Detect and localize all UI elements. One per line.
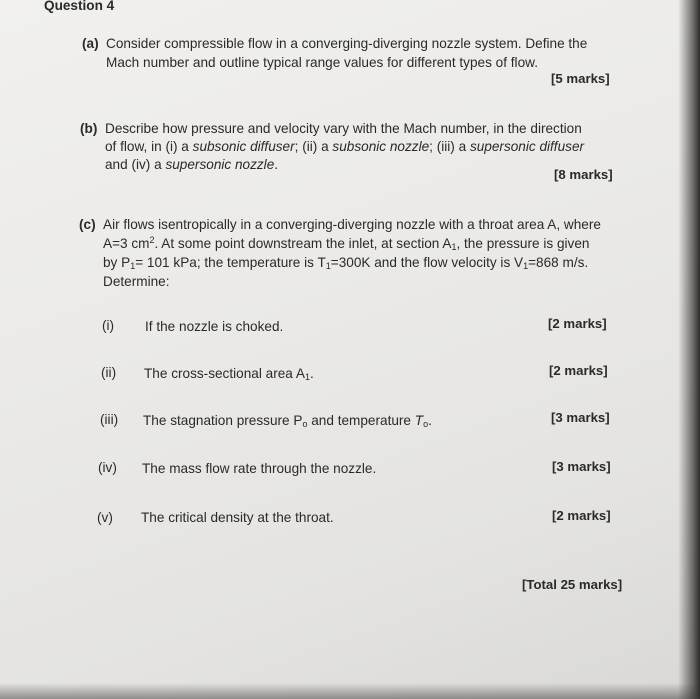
item-i-number: (i): [102, 318, 115, 333]
item-iv-number: (iv): [98, 460, 117, 475]
item-iii-number: (iii): [100, 412, 119, 427]
part-c-line-2: A=3 $cm^2$. At some point downstream the inlet, at section $A_1$, the pressure is given: [103, 235, 590, 252]
part-b-marks: [8 marks]: [554, 167, 613, 182]
paper-edge-shadow: [678, 0, 700, 699]
item-iv-text: The mass flow rate through the nozzle.: [142, 461, 377, 476]
paper-bottom-shadow: [0, 683, 700, 699]
item-v-text: The critical density at the throat.: [141, 510, 334, 525]
part-a-label: (a): [82, 36, 99, 51]
item-iv-marks: [3 marks]: [552, 459, 611, 474]
item-i-marks: [2 marks]: [548, 316, 607, 331]
part-a-line-1: Consider compressible flow in a converging-diverging nozzle system. Define the: [106, 36, 588, 51]
item-ii-text: The cross-sectional area $A_1$.: [144, 366, 314, 382]
part-b-line-2: of flow, in (i) a subsonic diffuser; (ii) a subsonic nozzle; (iii) a supersonic diffuser: [105, 139, 585, 154]
part-c-label: (c): [79, 217, 96, 232]
part-c-line-3: by $P_1= 101$ kPa; the temperature is $T_1=300K$ and the flow velocity is $V_1=868$ m/s.: [103, 255, 589, 271]
item-i-text: If the nozzle is choked.: [145, 319, 284, 334]
part-b-line-1: Describe how pressure and velocity vary with the Mach number, in the direction: [105, 121, 582, 136]
part-a-line-2: Mach number and outline typical range values for different types of flow.: [106, 55, 538, 70]
question-title: Question 4: [44, 0, 115, 13]
item-ii-number: (ii): [101, 365, 117, 380]
part-c-line-1: Air flows isentropically in a converging-diverging nozzle with a throat area A, where: [103, 217, 601, 232]
part-b-line-3: and (iv) a supersonic nozzle.: [105, 157, 279, 172]
item-v-number: (v): [97, 510, 113, 525]
total-marks: [Total 25 marks]: [522, 577, 623, 592]
item-ii-marks: [2 marks]: [549, 363, 608, 378]
item-v-marks: [2 marks]: [552, 508, 611, 523]
part-a-marks: [5 marks]: [551, 71, 610, 86]
item-iii-text: The stagnation pressure $P_o$ and temperature $T_o$.: [143, 413, 432, 429]
part-b-label: (b): [80, 121, 98, 136]
part-c-line-4: Determine:: [103, 274, 170, 289]
item-iii-marks: [3 marks]: [551, 410, 610, 425]
